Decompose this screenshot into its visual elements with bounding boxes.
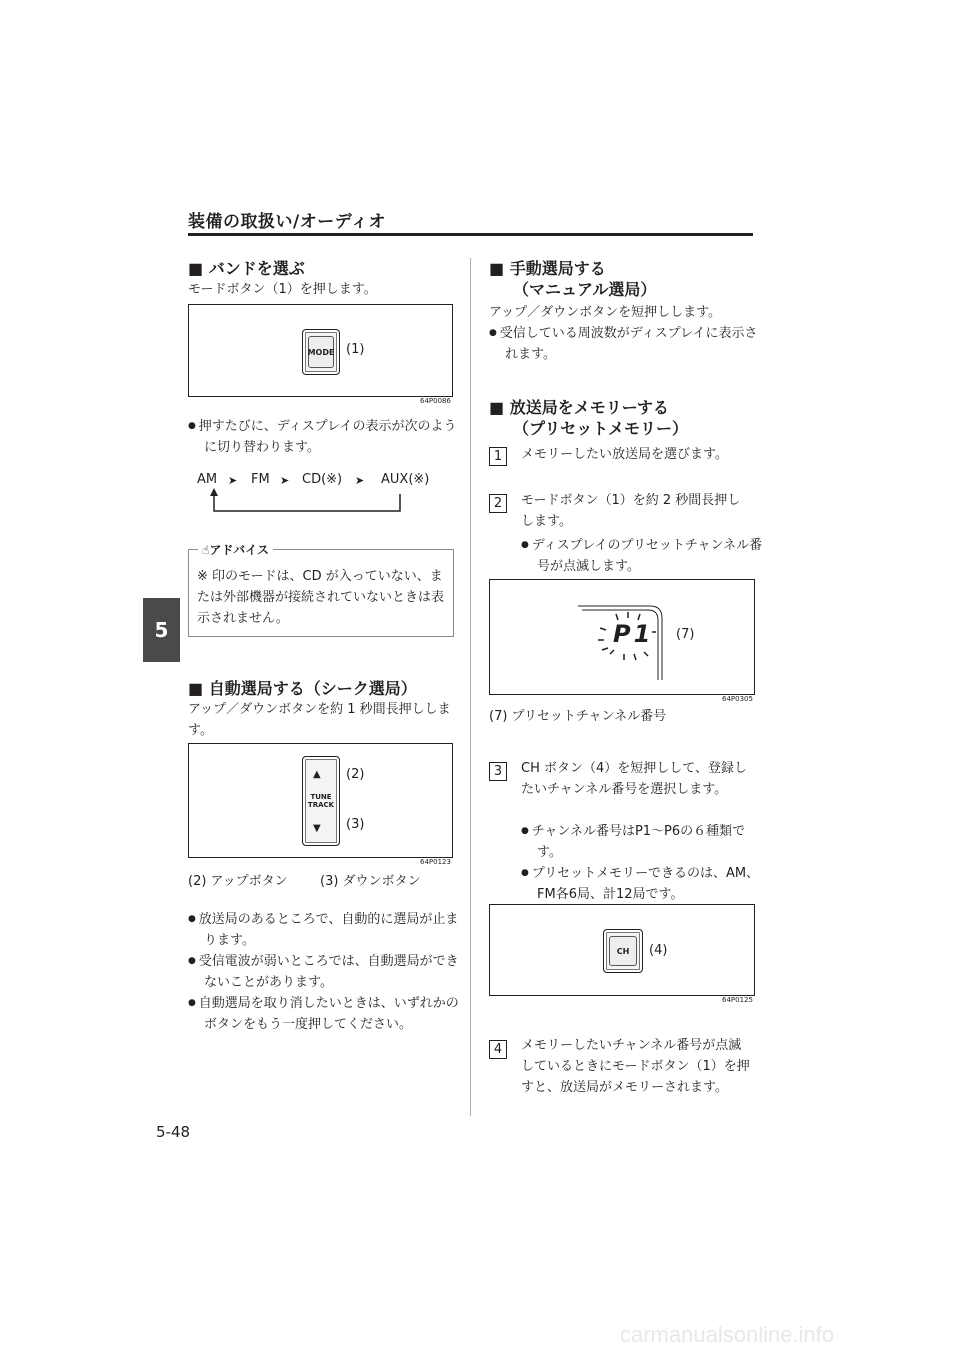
tune-track-button-illustration [302,756,340,846]
figure-id: 64P0125 [722,996,753,1004]
preset-display-text: P1 [613,620,654,648]
up-arrow-icon: ▲ [313,769,321,780]
step-text: メモリーしたい放送局を選びます。 [521,447,728,462]
seek-heading: ■ 自動選局する（シーク選局） [188,679,417,698]
step-number: 3 [489,762,507,781]
mode-button-label: MODE [308,336,334,368]
header-rule [188,233,753,236]
flow-arrow-icon: ➤ [228,474,238,487]
tune-label: TUNE [310,793,332,801]
step3-bullet: ● プリセットメモリーできるのは、AM、FM各6局、計12局です。 [521,863,769,905]
down-callout: (3) [346,817,365,832]
manual-heading: ■ 手動選局する [489,259,606,278]
manual-heading-sub: （マニュアル選局） [513,280,657,299]
mode-cycle-diagram [195,470,455,516]
caption-up: (2) アップボタン [188,874,288,889]
preset-heading: ■ 放送局をメモリーする [489,398,669,417]
preset-heading-sub: （プリセットメモリー） [513,419,689,438]
figure-id: 64P0086 [420,397,451,405]
flow-am: AM [197,472,218,487]
figure-id: 64P0123 [420,858,451,866]
advice-label-text: アドバイス [209,543,269,557]
tune-track-label [305,793,337,809]
hand-pointer-icon: ☝ [202,543,210,557]
page-number: 5-48 [156,1123,191,1141]
display-caption: (7) プリセットチャンネル番号 [489,709,667,724]
page-header-title: 装備の取扱い/オーディオ [188,212,386,232]
mode-button-figure [188,304,453,397]
band-text: モードボタン（1）を押します。 [188,282,377,297]
flow-arrow-icon: ➤ [355,474,365,487]
step-number: 4 [489,1040,507,1059]
down-arrow-icon: ▼ [313,823,321,834]
step-number: 1 [489,447,507,466]
seek-bullet: ● 受信電波が弱いところでは、自動選局ができないことがあります。 [188,951,468,993]
seek-bullet: ● 放送局のあるところで、自動的に選局が止まります。 [188,909,468,951]
seek-text: アップ／ダウンボタンを約 1 秒間長押しします。 [188,702,451,738]
track-label: TRACK [307,801,335,809]
flow-fm: FM [251,472,270,487]
mode-callout: (1) [346,342,365,357]
up-callout: (2) [346,767,365,782]
step-text: メモリーしたいチャンネル番号が点滅しているときにモードボタン（1）を押すと、放送局がメモリーされます。 [521,1038,750,1095]
band-heading: ■ バンドを選ぶ [188,259,305,278]
ch-button-label: CH [609,936,637,966]
flow-cd: CD(※) [302,472,343,487]
tune-track-figure [188,743,453,858]
mode-button-illustration [302,329,340,375]
band-bullet: ● 押すたびに、ディスプレイの表示が次のように切り替わります。 [188,416,468,458]
advice-label [198,541,273,558]
preset-display-figure [489,579,755,695]
ch-button-illustration [603,929,643,973]
step-text: CH ボタン（4）を短押しして、登録したいチャンネル番号を選択します。 [521,761,747,797]
figure-id: 64P0305 [722,695,753,703]
advice-text: ※ 印のモードは、CD が入っていない、または外部機器が接続されていないときは表示されません。 [197,569,445,626]
column-divider [470,258,471,1116]
step3-bullet: ● チャンネル番号はP1～P6の６種類です。 [521,821,769,863]
advice-box [188,549,454,637]
flow-return-arrow-icon [195,486,455,516]
manual-text: アップ／ダウンボタンを短押しします。 [489,305,722,320]
step-number: 2 [489,494,507,513]
seek-bullet: ● 自動選局を取り消したいときは、いずれかのボタンをもう一度押してください。 [188,993,468,1035]
manual-bullet: ● 受信している周波数がディスプレイに表示されます。 [489,323,769,365]
watermark: carmanualsonline.info [620,1322,835,1347]
flow-aux: AUX(※) [381,472,430,487]
ch-callout: (4) [649,943,668,958]
flow-arrow-icon: ➤ [280,474,290,487]
step2-bullet: ● ディスプレイのプリセットチャンネル番号が点滅します。 [521,535,769,577]
display-callout: (7) [676,627,695,642]
chapter-tab: 5 [143,598,180,662]
step-text: モードボタン（1）を約 2 秒間長押しします。 [521,493,741,529]
caption-down: (3) ダウンボタン [320,874,421,889]
ch-button-figure [489,904,755,996]
